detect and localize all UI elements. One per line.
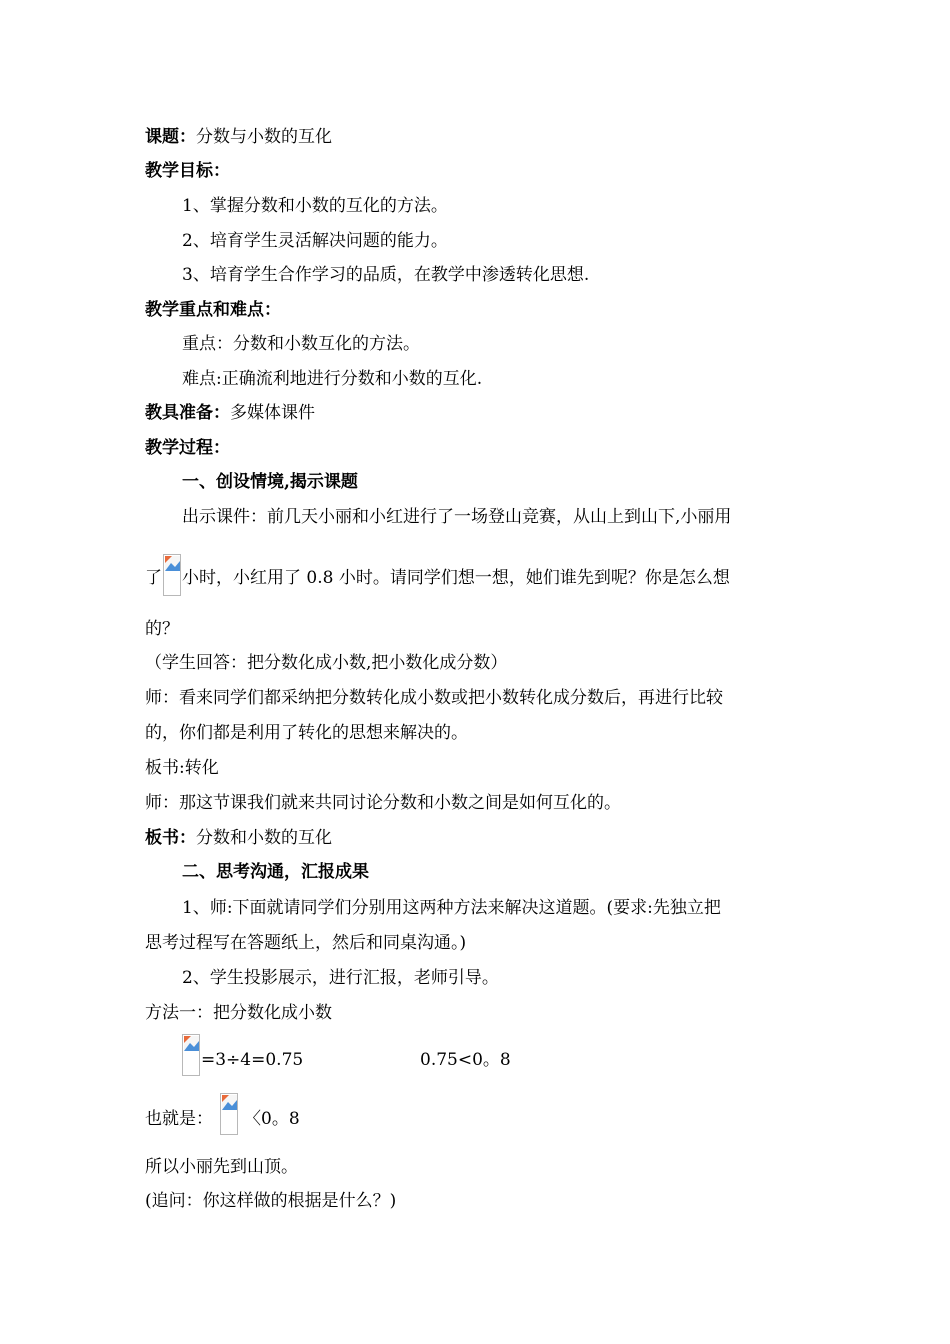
fraction-image-icon — [163, 554, 181, 596]
goal-3: 3、培育学生合作学习的品质，在教学中渗透转化思想. — [182, 265, 590, 285]
that-is-comparison: 〈0。8 — [244, 1109, 300, 1129]
follow-up-question: (追问：你这样做的根据是什么？) — [145, 1191, 397, 1211]
step-1-cont: 思考过程写在答题纸上，然后和同桌沟通。) — [145, 933, 467, 953]
paragraph-courseware-cont: 了 小时，小红用了 0.8 小时。请同学们想一想，她们谁先到呢？你是怎么想 — [145, 568, 730, 588]
paragraph-courseware: 出示课件：前几天小丽和小红进行了一场登山竞赛，从山上到山下,小丽用 — [182, 507, 732, 527]
method-1-comparison: 0.75<0。8 — [420, 1050, 511, 1070]
board-note-title: 板书：分数和小数的互化 — [145, 828, 332, 848]
teaching-aids: 教具准备：多媒体课件 — [145, 403, 315, 423]
fraction-image-icon — [220, 1093, 238, 1135]
teacher-remark: 师：看来同学们都采纳把分数转化成小数或把小数转化成分数后，再进行比较 — [145, 688, 723, 708]
section-2-heading: 二、思考沟通，汇报成果 — [182, 862, 369, 882]
method-1-calculation: =3÷4=0.75 — [201, 1050, 304, 1070]
key-point: 重点：分数和小数互化的方法。 — [182, 334, 420, 354]
step-2: 2、学生投影展示，进行汇报，老师引导。 — [182, 968, 499, 988]
goal-2: 2、培育学生灵活解决问题的能力。 — [182, 231, 448, 251]
board-note-conversion: 板书:转化 — [145, 758, 219, 778]
goal-1: 1、掌握分数和小数的互化的方法。 — [182, 196, 448, 216]
lesson-title: 课题：分数与小数的互化 — [145, 127, 332, 147]
teaching-process-heading: 教学过程： — [145, 438, 230, 458]
fraction-image-icon — [182, 1034, 200, 1076]
paragraph-courseware-end: 的？ — [145, 619, 179, 639]
student-answer: （学生回答：把分数化成小数,把小数化成分数） — [145, 653, 508, 673]
teacher-remark-cont: 的，你们都是利用了转化的思想来解决的。 — [145, 723, 468, 743]
that-is-prefix: 也就是： — [145, 1109, 213, 1129]
teacher-intro: 师：那这节课我们就来共同讨论分数和小数之间是如何互化的。 — [145, 793, 621, 813]
key-points-heading: 教学重点和难点： — [145, 300, 281, 320]
method-1-heading: 方法一：把分数化成小数 — [145, 1003, 332, 1023]
section-1-heading: 一、创设情境,揭示课题 — [182, 472, 358, 492]
difficult-point: 难点:正确流利地进行分数和小数的互化. — [182, 369, 483, 389]
step-1: 1、师:下面就请同学们分别用这两种方法来解决这道题。(要求:先独立把 — [182, 898, 721, 918]
conclusion: 所以小丽先到山顶。 — [145, 1157, 298, 1177]
teaching-goals-heading: 教学目标： — [145, 161, 230, 181]
